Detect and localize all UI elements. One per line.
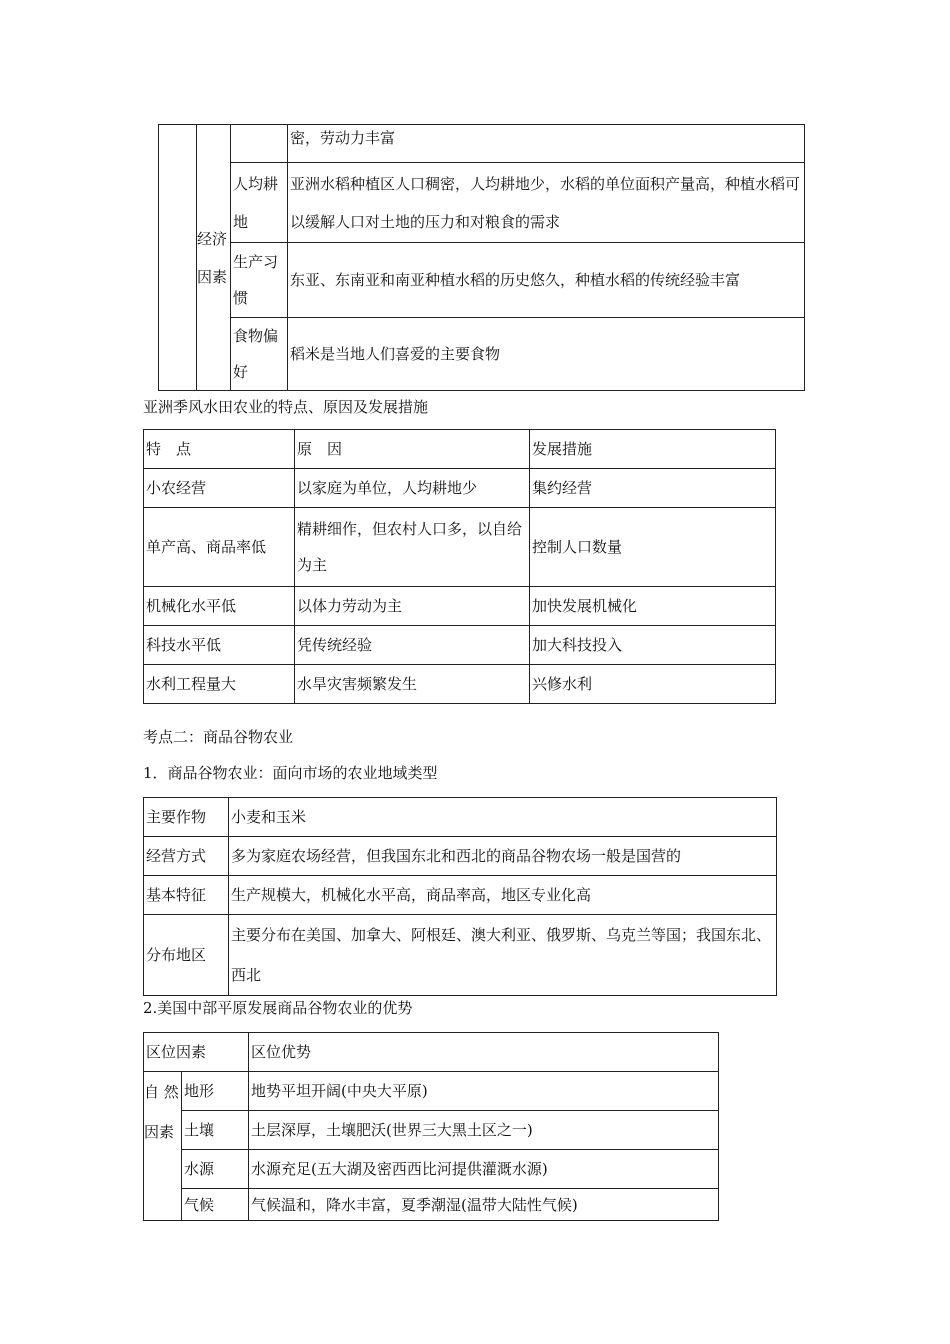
factor-cell: 气候: [182, 1189, 249, 1221]
feature-cell: 单产高、商品率低: [144, 508, 295, 587]
advantage-cell: 水源充足(五大湖及密西西比河提供灌溉水源): [249, 1150, 719, 1189]
feature-cell: 水利工程量大: [144, 665, 295, 704]
content-cell: 东亚、东南亚和南亚种植水稻的历史悠久，种植水稻的传统经验丰富: [288, 243, 805, 318]
label-cell: 基本特征: [144, 876, 229, 915]
content-cell: 亚洲水稻种植区人口稠密，人均耕地少，水稻的单位面积产量高，种植水稻可以缓解人口对土地的压力和对粮食的需求: [288, 163, 805, 243]
economic-factors-label: [197, 125, 231, 391]
blank-outer-cell: [159, 125, 197, 391]
feature-cell: 科技水平低: [144, 626, 295, 665]
advantage-cell: 土层深厚，土壤肥沃(世界三大黑土区之一): [249, 1111, 719, 1150]
advantage-cell: 气候温和，降水丰富，夏季潮湿(温带大陆性气候): [249, 1189, 719, 1221]
reason-cell: 凭传统经验: [295, 626, 530, 665]
feature-cell: 小农经营: [144, 469, 295, 508]
factor-cell: 生产习惯: [231, 243, 288, 318]
reason-cell: 精耕细作，但农村人口多，以自给为主: [295, 508, 530, 587]
factor-cell: 土壤: [182, 1111, 249, 1150]
monsoon-paddy-table: [143, 429, 776, 704]
label-cell: 分布地区: [144, 915, 229, 996]
header-advantage: 区位优势: [249, 1033, 719, 1072]
measure-cell: 控制人口数量: [530, 508, 776, 587]
label-cell: 经营方式: [144, 837, 229, 876]
value-cell: 主要分布在美国、加拿大、阿根廷、澳大利亚、俄罗斯、乌克兰等国；我国东北、西北: [229, 915, 777, 996]
natural-factors-label: [144, 1072, 182, 1221]
reason-cell: 水旱灾害频繁发生: [295, 665, 530, 704]
section-heading-commercial-grain: 1．商品谷物农业：面向市场的农业地域类型: [143, 764, 438, 782]
us-plains-advantage-table: [143, 1032, 719, 1221]
header-feature: 特 点: [144, 430, 295, 469]
header-measure: 发展措施: [530, 430, 776, 469]
reason-cell: 以体力劳动为主: [295, 587, 530, 626]
measure-cell: 集约经营: [530, 469, 776, 508]
section-heading-us-plains: 2.美国中部平原发展商品谷物农业的优势: [143, 999, 413, 1017]
group-label-text: 经济因素: [197, 229, 228, 286]
label-cell: 主要作物: [144, 798, 229, 837]
measure-cell: 兴修水利: [530, 665, 776, 704]
reason-cell: 以家庭为单位，人均耕地少: [295, 469, 530, 508]
measure-cell: 加大科技投入: [530, 626, 776, 665]
section-heading-kaodian2: 考点二：商品谷物农业: [143, 728, 294, 746]
factor-cell: 人均耕地: [231, 163, 288, 243]
measure-cell: 加快发展机械化: [530, 587, 776, 626]
value-cell: 多为家庭农场经营，但我国东北和西北的商品谷物农场一般是国营的: [229, 837, 777, 876]
content-cell: 稻米是当地人们喜爱的主要食物: [288, 318, 805, 391]
value-cell: 生产规模大，机械化水平高，商品率高，地区专业化高: [229, 876, 777, 915]
commercial-grain-table: [143, 797, 777, 996]
feature-cell: 机械化水平低: [144, 587, 295, 626]
factor-cell: 地形: [182, 1072, 249, 1111]
value-cell: 小麦和玉米: [229, 798, 777, 837]
section-heading-monsoon: 亚洲季风水田农业的特点、原因及发展措施: [143, 398, 429, 416]
factor-cell: 水源: [182, 1150, 249, 1189]
rice-factors-table: [158, 124, 805, 391]
factor-cell: [231, 125, 288, 163]
header-reason: 原 因: [295, 430, 530, 469]
content-cell: 密，劳动力丰富: [288, 125, 805, 163]
natural-label-line1: 自 然: [144, 1083, 179, 1101]
natural-label-line2: 因素: [144, 1123, 175, 1141]
factor-cell: 食物偏好: [231, 318, 288, 391]
header-factor: 区位因素: [144, 1033, 249, 1072]
advantage-cell: 地势平坦开阔(中央大平原): [249, 1072, 719, 1111]
